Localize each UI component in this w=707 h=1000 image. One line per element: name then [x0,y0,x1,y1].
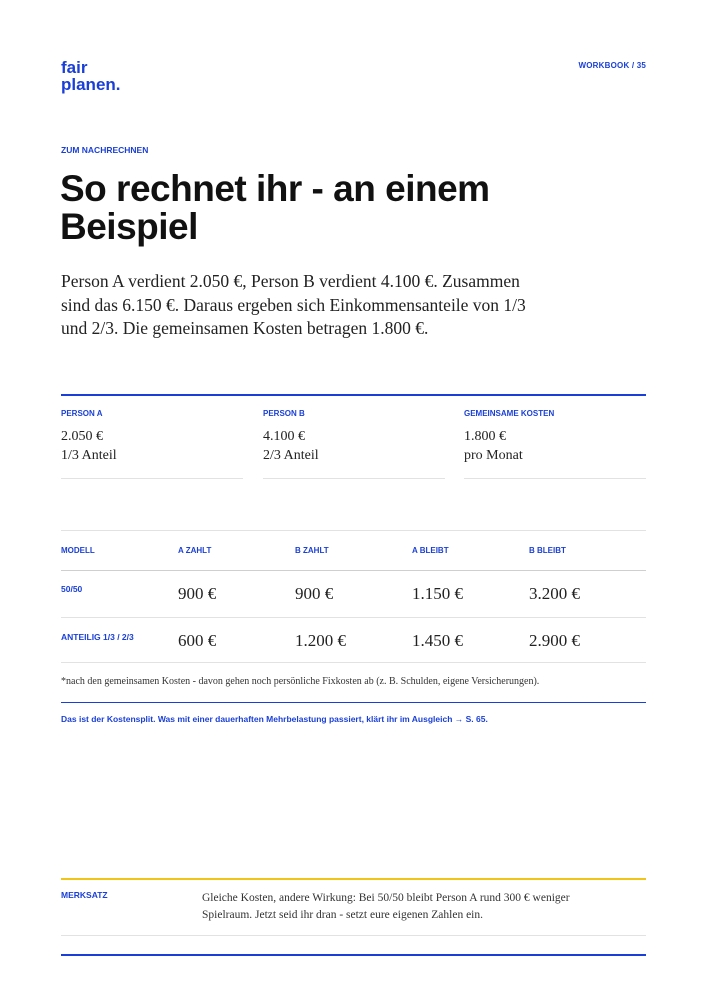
card-value: 1.800 € [464,429,506,444]
table-top-rule [61,530,646,531]
table-row-rule [61,617,646,618]
page-title: So rechnet ihr - an einem Beispiel [60,168,490,247]
table-header-a-keeps: A BLEIBT [412,546,449,555]
card-divider [263,478,445,479]
intro-paragraph: Person A verdient 2.050 €, Person B verdient 4.100 €. Zusammen sind das 6.150 €. Daraus ergeben sich Einkommensanteile von 1/3 und 2/3. Die gemeinsamen Kosten betragen 1.800 €. [61,271,526,338]
table-cell: 2.900 € [529,631,580,650]
card-value: 4.100 € [263,429,305,444]
callout-text: Das ist der Kostensplit. Was mit einer dauerhaften Mehrbelastung passiert, klärt ihr im Ausgleich → S. 65. [61,714,488,724]
card-sub: pro Monat [464,448,523,463]
card-sub: 2/3 Anteil [263,448,319,463]
table-header-model: MODELL [61,546,95,555]
table-row-model: ANTEILIG 1/3 / 2/3 [61,632,134,642]
brand-logo [61,59,121,93]
table-header-b-keeps: B BLEIBT [529,546,566,555]
brand-logo-line1: fair [61,58,88,77]
table-cell: 1.200 € [295,631,346,650]
card-divider [464,478,646,479]
merksatz-rule-top [61,878,646,880]
page-bottom-rule [61,954,646,956]
merksatz-rule-grey [61,935,646,936]
brand-logo-line2: planen. [61,75,121,94]
divider-top [61,394,646,396]
table-header-rule [61,570,646,571]
table-header-a-pays: A ZAHLT [178,546,212,555]
table-cell: 600 € [178,631,217,650]
callout-rule [61,702,646,703]
merksatz-text: Gleiche Kosten, andere Wirkung: Bei 50/50 bleibt Person A rund 300 € weniger Spielraum. Jetzt seid ihr dran - setzt eure eigenen Zahlen ein. [202,892,570,921]
section-eyebrow: ZUM NACHRECHNEN [61,145,149,155]
table-row-model: 50/50 [61,584,83,594]
page-label: WORKBOOK / 35 [578,61,646,70]
table-cell: 1.450 € [412,631,463,650]
table-cell: 1.150 € [412,584,463,603]
table-bottom-rule [61,662,646,663]
table-cell: 3.200 € [529,584,580,603]
table-header-b-pays: B ZAHLT [295,546,329,555]
card-value: 2.050 € [61,429,103,444]
card-sub: 1/3 Anteil [61,448,117,463]
table-footnote: *nach den gemeinsamen Kosten - davon gehen noch persönliche Fixkosten ab (z. B. Schulden, eigene Versicherungen). [61,676,540,687]
merksatz-label: MERKSATZ [61,890,108,900]
card-person-a [61,409,243,465]
card-shared-costs [464,409,646,465]
card-label: GEMEINSAME KOSTEN [464,409,555,418]
table-cell: 900 € [295,584,334,603]
card-divider [61,478,243,479]
card-label: PERSON A [61,409,103,418]
card-label: PERSON B [263,409,305,418]
table-cell: 900 € [178,584,217,603]
card-person-b [263,409,445,465]
